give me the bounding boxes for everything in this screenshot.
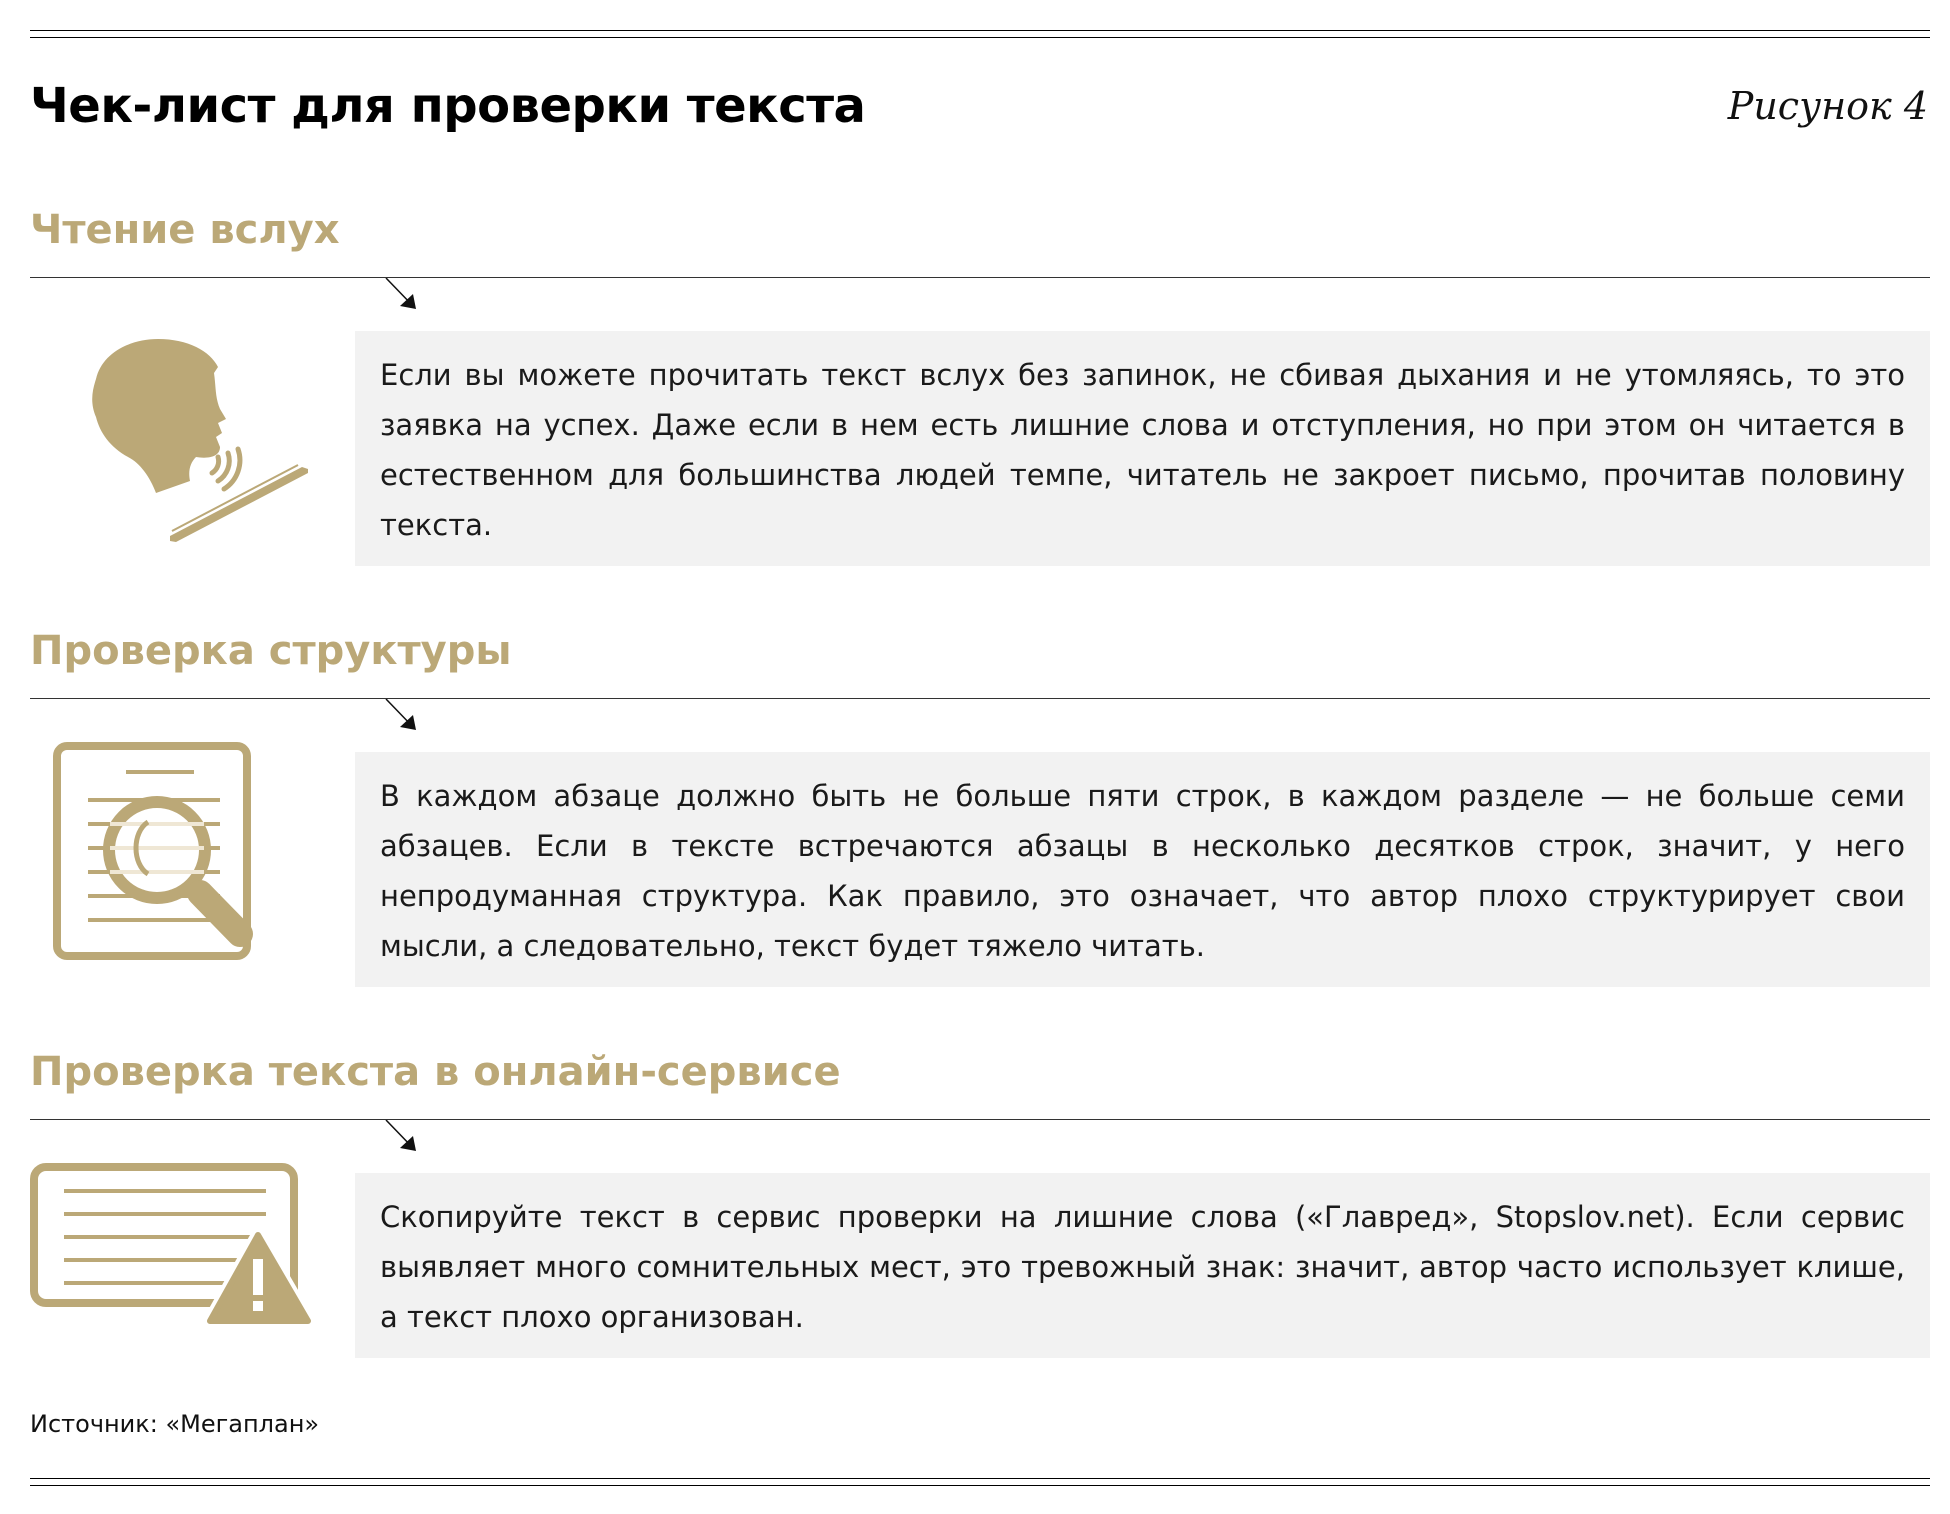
pointer-arrow-icon [356, 278, 416, 338]
section-divider [30, 277, 1930, 278]
section-text: Если вы можете прочитать текст вслух без запинок, не сбивая дыхания и не утомляясь, то это заявка на успех. Даже если в нем есть лишние слова и отступления, но при этом он читается в естественном для большинства людей темпе, читатель не закроет письмо, прочитав половину текста. [380, 358, 1905, 542]
source-note: Источник: «Мегаплан» [30, 1410, 320, 1438]
section-reading-aloud [30, 207, 1930, 607]
top-double-rule [30, 30, 1930, 38]
figure-label: Рисунок 4 [1727, 84, 1928, 128]
pointer-arrow-icon [356, 1120, 416, 1180]
screen-warning-icon [30, 1159, 320, 1389]
page-title: Чек-лист для проверки текста [30, 78, 866, 134]
text-box [355, 752, 1930, 987]
section-online-service-check [30, 1049, 1930, 1449]
section-divider [30, 698, 1930, 699]
text-box [355, 331, 1930, 566]
section-heading: Чтение вслух [30, 207, 340, 253]
section-heading: Проверка структуры [30, 628, 512, 674]
section-heading: Проверка текста в онлайн-сервисе [30, 1049, 841, 1095]
section-text: В каждом абзаце должно быть не больше пяти строк, в каждом разделе — не больше семи абзацев. Если в тексте встречаются абзацы в несколько десятков строк, значит, у него непродуманная структура. Как правило, это означает, что автор плохо структурирует свои мысли, а следовательно, текст будет тяжело читать. [380, 779, 1905, 963]
text-box [355, 1173, 1930, 1358]
section-divider [30, 1119, 1930, 1120]
document-magnifier-icon [30, 738, 320, 968]
bottom-double-rule [30, 1478, 1930, 1486]
section-text: Скопируйте текст в сервис проверки на лишние слова («Главред», Stopslov.net). Если сервис выявляет много сомнительных мест, это тревожный знак: значит, автор часто использует клише, а текст плохо организован. [380, 1200, 1905, 1334]
speaking-person-icon [30, 317, 320, 547]
pointer-arrow-icon [356, 699, 416, 759]
section-structure-check [30, 628, 1930, 1028]
